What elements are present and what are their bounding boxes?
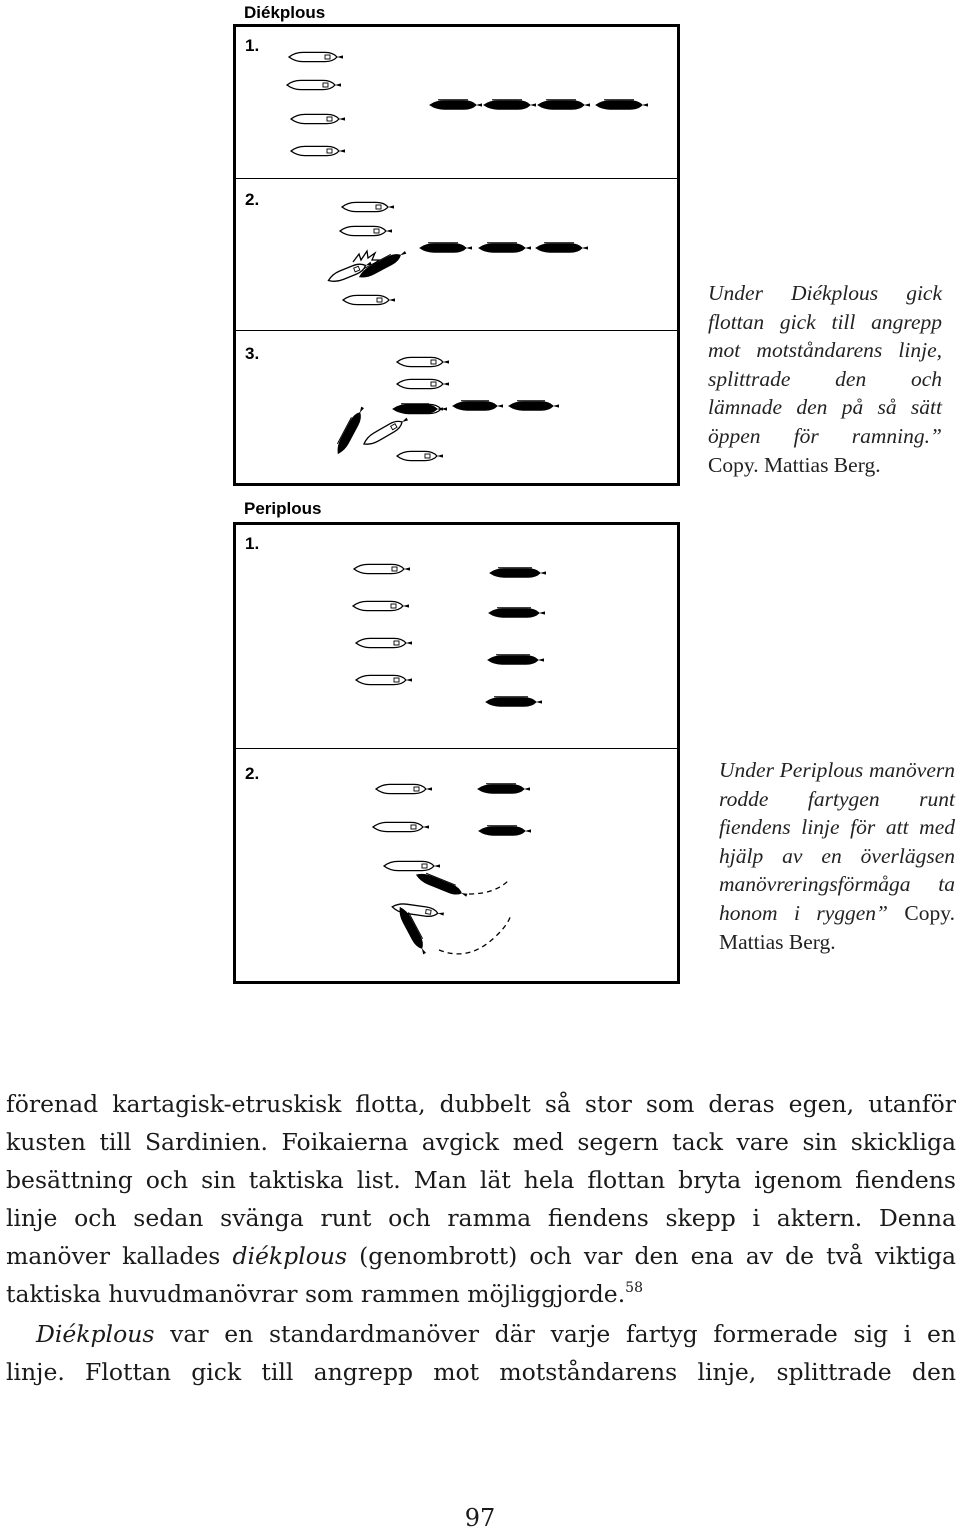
diek-s2-ramming-enemy-ship [357, 248, 407, 281]
body-line-7 [6, 1320, 956, 1348]
body-line-5-after: (genombrott) och var den ena av de två viktiga [347, 1242, 956, 1270]
body-line-3: besättning och sin taktiska list. Man lät hela flottan bryta igenom fiendens [6, 1166, 956, 1194]
peri-s2-friendly-ship-3 [384, 861, 440, 870]
diek-s1-enemy-ship-3 [538, 100, 590, 109]
peri-s2-friendly-ship-2 [373, 822, 429, 831]
diekplous-heading: Diékplous [244, 3, 326, 22]
diek-s1-friendly-ship-2 [287, 80, 341, 89]
diek-s3-enemy-ship-2 [453, 401, 503, 410]
body-line-2: kusten till Sardinien. Foikaierna avgick med segern tack vare sin skickliga [6, 1128, 956, 1156]
diek-s1-enemy-ship-1 [430, 100, 482, 109]
peri-s1-enemy-ship-3 [488, 655, 544, 664]
diek-s3-broken-friendly-ship [362, 415, 410, 448]
periplous-panel [233, 522, 680, 984]
diekplous-panel [233, 24, 680, 486]
diek-s1-friendly-ship-1 [289, 52, 343, 61]
body-line-6-text: taktiska huvudmanövrar som rammen möjliggjorde. [6, 1280, 626, 1308]
diek-s2-enemy-ship-1 [420, 243, 472, 252]
diek-s2-friendly-ship-1 [342, 202, 394, 211]
peri-s1-friendly-ship-2 [353, 601, 409, 610]
diekplous-ship-diagram [233, 24, 680, 486]
diekplous-step-3-label: 3. [245, 344, 260, 363]
periplous-step-1-label: 1. [245, 534, 260, 553]
diek-s1-friendly-ship-4 [291, 146, 345, 155]
body-line-5-before: manöver kallades [6, 1242, 233, 1270]
body-line-5 [6, 1242, 956, 1270]
body-line-1: förenad kartagisk-etruskisk flotta, dubbelt så stor som deras egen, utanför [6, 1090, 956, 1118]
diek-s2-friendly-ship-2 [340, 226, 392, 235]
peri-s1-friendly-ship-1 [354, 564, 410, 573]
diekplous-caption-credit: Copy. Mattias Berg. [708, 452, 881, 477]
diekplous-step-2-label: 2. [245, 190, 260, 209]
diek-impact-burst [353, 251, 379, 265]
diek-s3-enemy-ship-diving [334, 405, 367, 455]
peri-s1-friendly-ship-3 [356, 638, 412, 647]
body-line-4: linje och sedan svänga runt och ramma fiendens skepp i aktern. Denna [6, 1204, 956, 1232]
diek-s3-friendly-ship-1 [397, 357, 449, 366]
body-line-8: linje. Flottan gick till angrepp mot motståndarens linje, splittrade den [6, 1358, 956, 1386]
periplous-caption [719, 756, 955, 956]
peri-s2-enemy-ship-1 [478, 784, 530, 793]
peri-s2-maneuver-path-2 [439, 914, 511, 954]
peri-s2-turning-enemy-ship [415, 870, 469, 899]
diek-s1-friendly-ship-3 [291, 114, 345, 123]
diek-s2-enemy-ship-3 [536, 243, 588, 252]
diek-s2-friendly-ship-3 [343, 295, 395, 304]
diekplous-caption [708, 279, 942, 479]
diekplous-caption-text: Under Diékplous gick flottan gick till angrepp mot motståndarens linje, splittrade den och lämnade den på så sätt öppen för ramning.” [708, 281, 942, 448]
periplous-heading: Periplous [244, 499, 322, 518]
peri-s2-maneuver-path-1 [469, 880, 509, 894]
diek-s2-enemy-ship-2 [479, 243, 531, 252]
peri-s1-friendly-ship-4 [356, 675, 412, 684]
peri-s1-enemy-ship-4 [486, 697, 542, 706]
periplous-caption-credit: Copy. Mattias Berg. [719, 900, 955, 954]
term-diekplous: diékplous [232, 1242, 348, 1270]
body-line-6 [6, 1280, 956, 1308]
body-line-7-after: var en standardmanöver där varje fartyg formerade sig i en [154, 1320, 956, 1348]
peri-s2-flanking-friendly-ship [392, 902, 445, 918]
page-number: 97 [464, 1504, 496, 1532]
diek-s3-enemy-ship-3 [509, 401, 559, 410]
term-diekplous-2: Diékplous [36, 1320, 155, 1348]
peri-s2-friendly-ship-1 [376, 784, 432, 793]
periplous-caption-text: Under Periplous manövern rodde fartygen runt fiendens linje för att med hjälp av en överlägsen manövreringsförmåga ta honom i ryggen” [719, 758, 955, 925]
diekplous-step-1-label: 1. [245, 36, 260, 55]
diek-s1-enemy-ship-2 [484, 100, 536, 109]
periplous-ship-diagram [233, 522, 680, 984]
diek-s3-friendly-ship-2 [397, 379, 449, 388]
periplous-step-2-label: 2. [245, 764, 260, 783]
footnote-ref[interactable]: 58 [625, 1280, 643, 1296]
peri-s1-enemy-ship-2 [489, 608, 545, 617]
diek-s3-rammed-friendly-ship [397, 451, 443, 460]
diek-s1-enemy-ship-4 [596, 100, 648, 109]
peri-s1-enemy-ship-1 [490, 568, 546, 577]
peri-s2-enemy-ship-2 [479, 826, 531, 835]
